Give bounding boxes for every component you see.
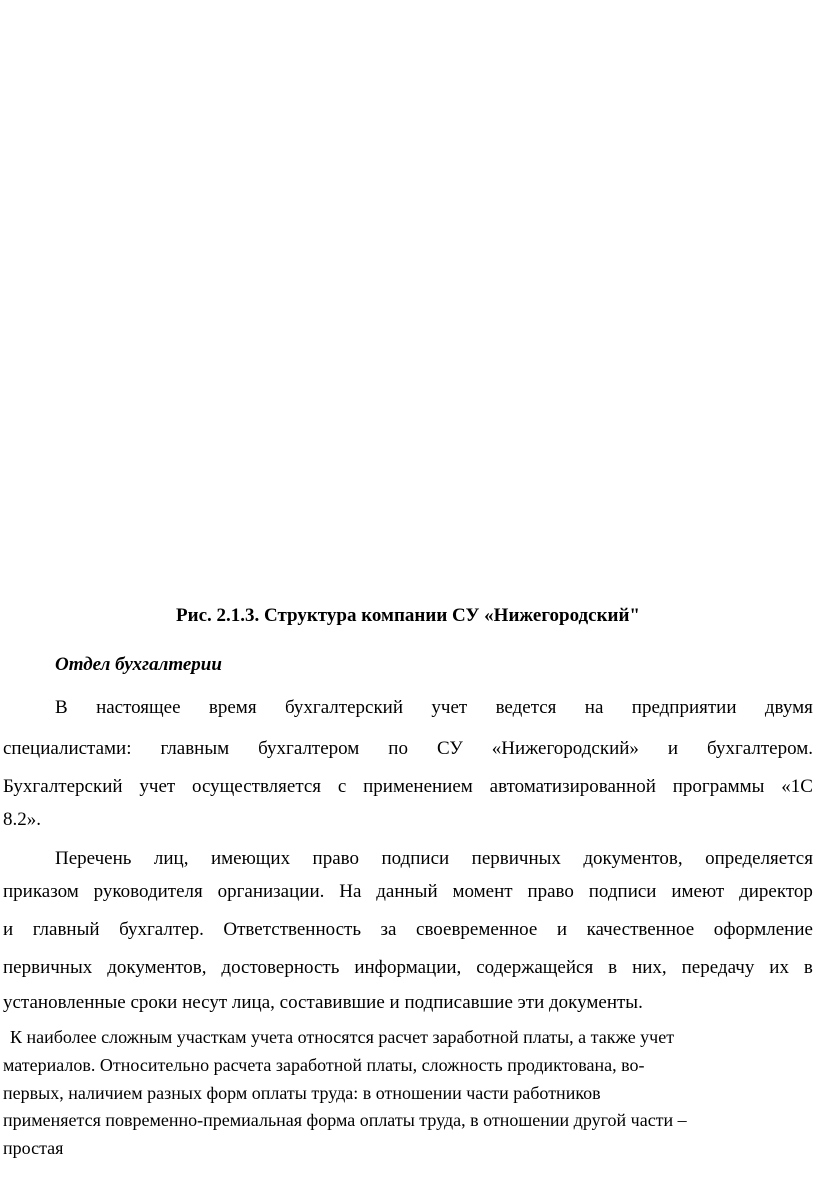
word: СУ	[436, 738, 463, 759]
word: бухгалтер.	[119, 919, 204, 940]
word: специалистами:	[3, 738, 132, 759]
word: передачу	[681, 957, 755, 978]
word: и	[556, 919, 568, 940]
word: с	[337, 776, 347, 797]
word: право	[312, 848, 359, 869]
word: лиц,	[153, 848, 189, 869]
paragraph-3-line-2: материалов. Относительно расчета заработной платы, сложность продиктована, во-	[3, 1055, 645, 1075]
word: бухгалтерский	[284, 697, 404, 718]
word: качественное	[586, 919, 695, 940]
word: на	[584, 697, 604, 718]
word: применением	[363, 776, 473, 797]
word: за	[380, 919, 397, 940]
word: них,	[632, 957, 667, 978]
paragraph-2-line-3	[3, 917, 813, 943]
word: содержащейся	[476, 957, 594, 978]
paragraph-1-line-4: 8.2».	[3, 809, 41, 830]
word: программы	[672, 776, 765, 797]
word: подписи	[381, 848, 450, 869]
section-heading: Отдел бухгалтерии	[55, 654, 222, 675]
paragraph-1-line-3	[3, 774, 813, 800]
word: Ответственность	[223, 919, 361, 940]
word: руководителя	[93, 881, 203, 902]
word: директор	[739, 881, 813, 902]
word: право	[527, 881, 574, 902]
word: имеющих	[210, 848, 291, 869]
word: Бухгалтерский	[3, 776, 123, 797]
word: На	[339, 881, 362, 902]
paragraph-2-line-1	[55, 846, 813, 872]
word: в	[803, 957, 813, 978]
word: первичных	[471, 848, 561, 869]
word: подписи	[588, 881, 657, 902]
word: и	[667, 738, 679, 759]
paragraph-3-line-5: простая	[3, 1138, 64, 1158]
word: достоверность	[221, 957, 340, 978]
word: главный	[32, 919, 100, 940]
paragraph-1-line-2	[3, 736, 813, 762]
word: Перечень	[55, 848, 132, 869]
word: время	[208, 697, 257, 718]
word: первичных	[3, 957, 93, 978]
word: их	[769, 957, 789, 978]
word: автоматизированной	[489, 776, 656, 797]
word: настоящее	[96, 697, 181, 718]
word: учет	[139, 776, 176, 797]
paragraph-3-line-1: К наиболее сложным участкам учета относятся расчет заработной платы, а также учет	[10, 1027, 675, 1047]
word: имеют	[671, 881, 725, 902]
word: в	[608, 957, 618, 978]
word: бухгалтером	[258, 738, 360, 759]
word: по	[388, 738, 408, 759]
word: документов,	[583, 848, 683, 869]
word: приказом	[3, 881, 79, 902]
paragraph-2-line-2	[3, 879, 813, 905]
paragraph-2-line-5: установленные сроки несут лица, составившие и подписавшие эти документы.	[3, 992, 643, 1013]
word: «1С	[781, 776, 813, 797]
word: организации.	[217, 881, 325, 902]
word: своевременное	[416, 919, 538, 940]
word: двумя	[764, 697, 813, 718]
paragraph-3-line-3: первых, наличием разных форм оплаты труда: в отношении части работников	[3, 1083, 601, 1103]
word: осуществляется	[192, 776, 322, 797]
word: и	[3, 919, 14, 940]
word: бухгалтером.	[707, 738, 813, 759]
word: учет	[431, 697, 468, 718]
word: документов,	[107, 957, 207, 978]
paragraph-3-line-4: применяется повременно-премиальная форма оплаты труда, в отношении другой части –	[3, 1110, 687, 1130]
word: информации,	[354, 957, 462, 978]
paragraph-2-line-4	[3, 955, 813, 981]
word: главным	[160, 738, 230, 759]
figure-caption: Рис. 2.1.3. Структура компании СУ «Нижегородский"	[176, 605, 640, 626]
word: В	[55, 697, 68, 718]
paragraph-1-line-1	[55, 695, 813, 721]
word: предприятии	[631, 697, 737, 718]
word: определяется	[705, 848, 813, 869]
word: данный	[376, 881, 438, 902]
word: оформление	[713, 919, 813, 940]
word: момент	[452, 881, 513, 902]
word: «Нижегородский»	[491, 738, 639, 759]
word: ведется	[495, 697, 557, 718]
